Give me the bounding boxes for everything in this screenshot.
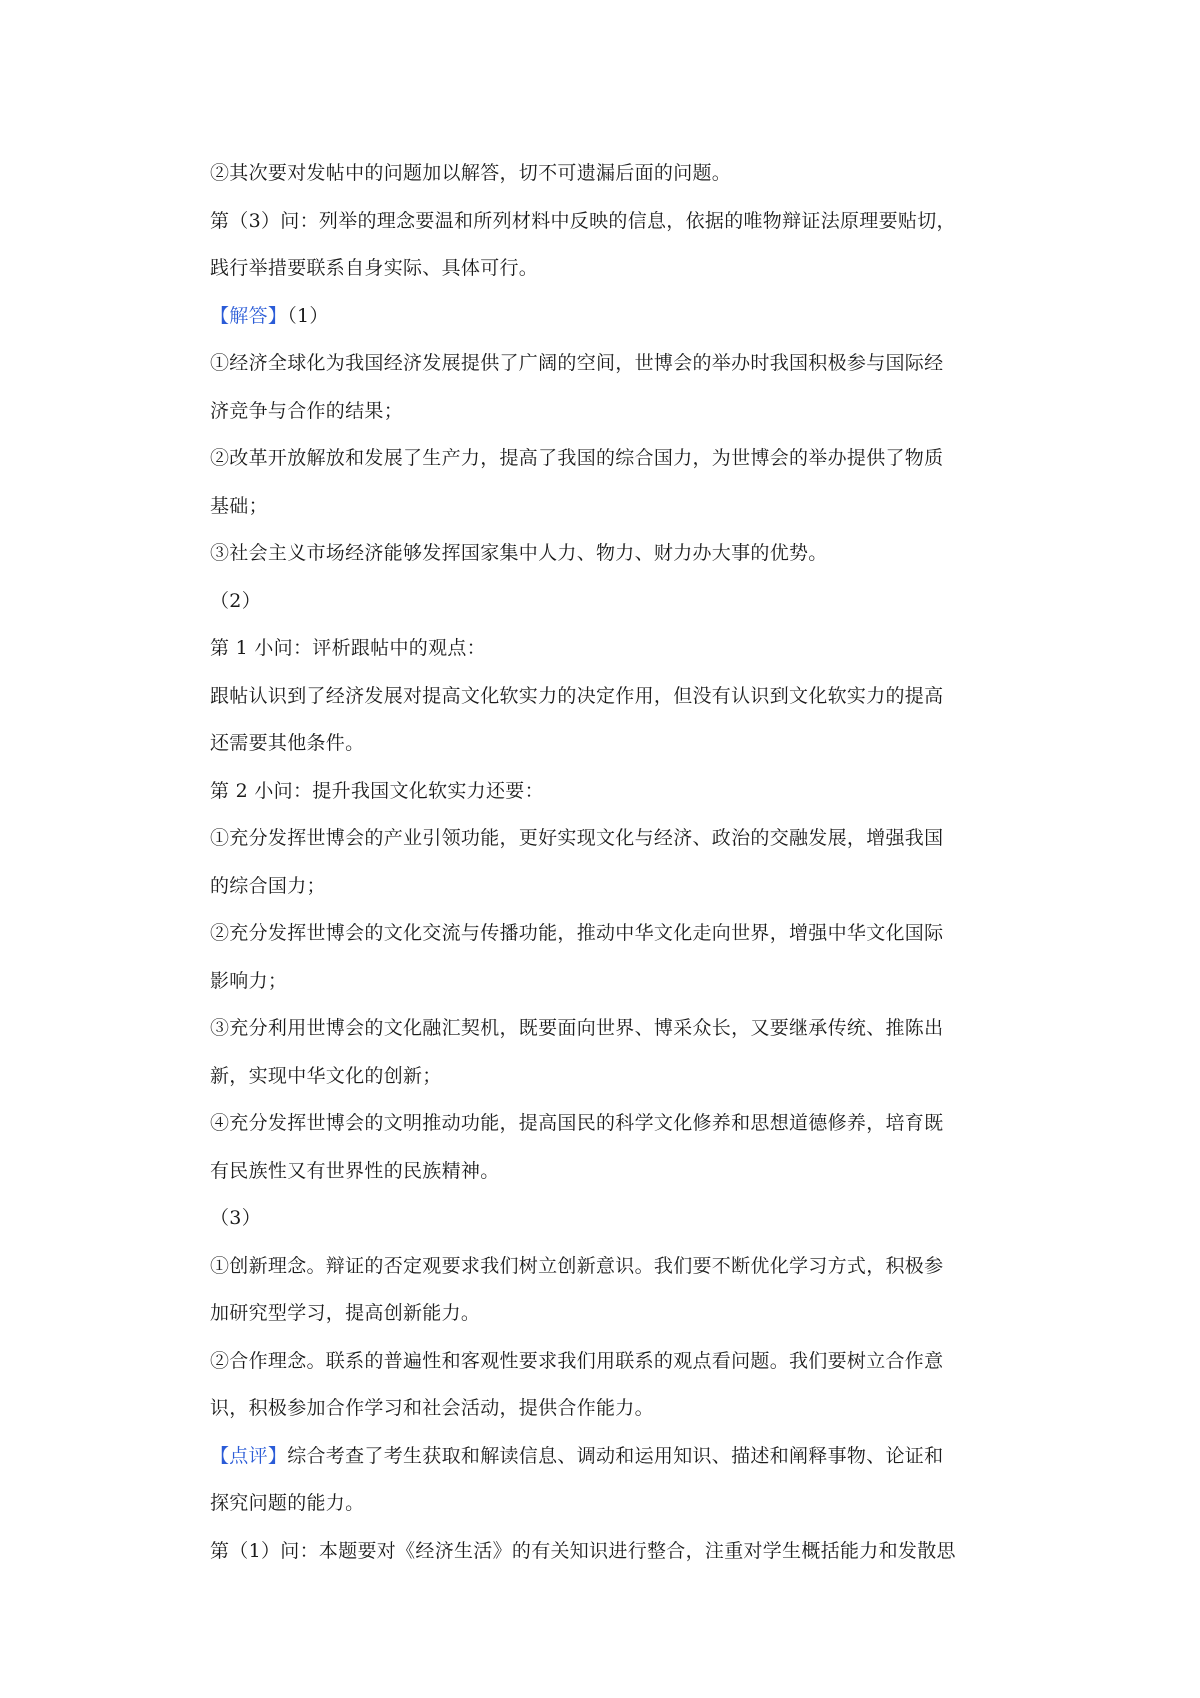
answer-tag: 【解答】: [210, 304, 288, 327]
line-text: ②其次要对发帖中的问题加以解答，切不可遗漏后面的问题。: [210, 162, 732, 184]
line-text: 第（3）问：列举的理念要温和所列材料中反映的信息，依据的唯物辩证法原理要贴切，: [210, 209, 956, 232]
text-line: [210, 1385, 1030, 1433]
line-text: ②改革开放解放和发展了生产力，提高了我国的综合国力，为世博会的举办提供了物质: [210, 447, 944, 469]
text-line: [210, 1005, 1030, 1053]
line-text: 第 2 小问：提升我国文化软实力还要：: [210, 779, 544, 802]
text-line: [210, 530, 1030, 578]
text-line: [210, 483, 1030, 531]
line-text: 济竞争与合作的结果；: [210, 399, 404, 422]
text-line: [210, 910, 1030, 958]
line-text: ①创新理念。辩证的否定观要求我们树立创新意识。我们要不断优化学习方式，积极参: [210, 1254, 944, 1277]
line-text: 的综合国力；: [210, 874, 326, 897]
line-text: ②充分发挥世博会的文化交流与传播功能，推动中华文化走向世界，增强中华文化国际: [210, 922, 944, 944]
line-text: （2）: [210, 589, 261, 612]
line-text: 识，积极参加合作学习和社会活动，提供合作能力。: [210, 1397, 654, 1419]
text-line: [210, 1528, 1030, 1576]
line-text: 跟帖认识到了经济发展对提高文化软实力的决定作用，但没有认识到文化软实力的提高: [210, 684, 944, 707]
text-line: [210, 245, 1030, 293]
line-text: 影响力；: [210, 969, 288, 992]
section-marker: [210, 1195, 1030, 1243]
document-body: [210, 150, 1030, 1575]
line-text: （1）: [287, 304, 329, 327]
line-text: 还需要其他条件。: [210, 732, 365, 754]
line-text: （3）: [210, 1207, 261, 1229]
text-line: [210, 815, 1030, 863]
line-text: ④充分发挥世博会的文明推动功能，提高国民的科学文化修养和思想道德修养，培育既: [210, 1112, 944, 1134]
text-line: [210, 198, 1030, 246]
line-text: 践行举措要联系自身实际、具体可行。: [210, 257, 539, 279]
line-text: ①经济全球化为我国经济发展提供了广阔的空间，世博会的举办时我国积极参与国际经: [210, 352, 944, 374]
line-text: 有民族性又有世界性的民族精神。: [210, 1159, 500, 1182]
text-line: [210, 340, 1030, 388]
text-line: [210, 863, 1030, 911]
text-line: [210, 1243, 1030, 1291]
line-text: 综合考查了考生获取和解读信息、调动和运用知识、描述和阐释事物、论证和: [287, 1444, 944, 1467]
line-text: 第 1 小问：评析跟帖中的观点：: [210, 637, 486, 659]
text-line: [210, 388, 1030, 436]
text-line: [210, 1148, 1030, 1196]
section-marker: [210, 578, 1030, 626]
answer-heading: [210, 293, 1030, 341]
line-text: ③社会主义市场经济能够发挥国家集中人力、物力、财力办大事的优势。: [210, 542, 828, 564]
text-line: [210, 1053, 1030, 1101]
text-line: [210, 673, 1030, 721]
text-line: [210, 435, 1030, 483]
line-text: 加研究型学习，提高创新能力。: [210, 1302, 481, 1324]
line-text: 基础；: [210, 494, 268, 517]
line-text: ②合作理念。联系的普遍性和客观性要求我们用联系的观点看问题。我们要树立合作意: [210, 1349, 944, 1372]
line-text: ③充分利用世博会的文化融汇契机，既要面向世界、博采众长，又要继承传统、推陈出: [210, 1017, 944, 1039]
comment-heading: [210, 1433, 1030, 1481]
line-text: 第（1）问：本题要对《经济生活》的有关知识进行整合，注重对学生概括能力和发散思: [210, 1539, 956, 1562]
line-text: 探究问题的能力。: [210, 1492, 365, 1514]
text-line: [210, 768, 1030, 816]
text-line: [210, 1100, 1030, 1148]
text-line: [210, 958, 1030, 1006]
line-text: ①充分发挥世博会的产业引领功能，更好实现文化与经济、政治的交融发展，增强我国: [210, 827, 944, 849]
comment-tag: 【点评】: [210, 1444, 288, 1467]
line-text: 新，实现中华文化的创新；: [210, 1064, 442, 1087]
text-line: [210, 1290, 1030, 1338]
text-line: [210, 150, 1030, 198]
text-line: [210, 1480, 1030, 1528]
text-line: [210, 1338, 1030, 1386]
text-line: [210, 720, 1030, 768]
text-line: [210, 625, 1030, 673]
